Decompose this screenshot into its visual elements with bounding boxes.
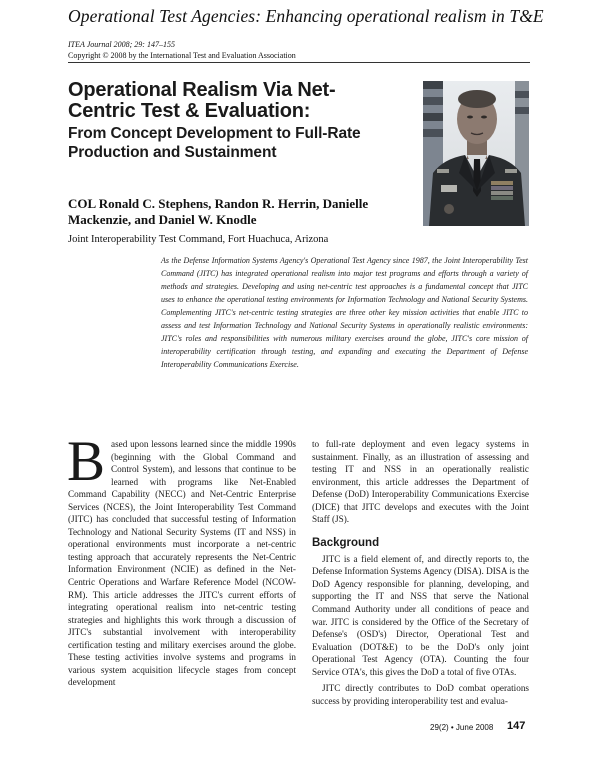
article-title: [68, 80, 398, 162]
author-list: COL Ronald C. Stephens, Randon R. Herrin, Danielle Mackenzie, and Daniel W. Knodle: [68, 196, 369, 227]
body-paragraph-background-2: JITC directly contributes to DoD combat operations success by providing interoperability test and evalua-: [312, 683, 529, 706]
body-paragraph-intro: [67, 430, 296, 689]
drop-cap: B: [67, 430, 106, 493]
author-photo: [423, 81, 529, 226]
copyright-line: Copyright © 2008 by the International Test and Evaluation Association: [68, 51, 296, 60]
journal-name: ITEA Journal: [68, 40, 112, 49]
abstract: As the Defense Information Systems Agency's Operational Test Agency since 1987, the Joint Interoperability Test Command (JITC) has integrated operational realism into major test programs and efforts through a variety of methods and strategies. Developing and using net-centric test approaches is a fundamental concept that JITC uses to enhance the operational testing environments for Information Technology and National Security Systems. Complementing JITC's net-centric testing strategies are three other key mission activities that enable JITC to assess and test Information Technology and National Security Systems in operationally realistic environments: JITC's roles and responsibilities with numerous military exercises around the globe, JITC's core mission of interoperability certification through testing, and expanding and executing the Department of Defense Interoperability Communications Exercise.: [161, 256, 528, 370]
article-title-sub: From Concept Development to Full-Rate Production and Sustainment: [68, 125, 361, 161]
body-paragraph-background-1: JITC is a field element of, and directly reports to, the Defense Information Systems Agency (DISA). DISA is the DoD Agency responsible for planning, developing, and supporting the IT and NSS that serve the National Command Authority under all conditions of peace and war. JITC is considered by the Office of the Secretary of Defense's (OSD's) Director, Operational Test and Evaluation (DOT&E) to be the DoD's only joint Operational Test Agency (OTA). Counting the four Service OTA's, this gives the DoD a total of five OTAs.: [312, 553, 529, 677]
page-number: 147: [507, 720, 526, 732]
author-affiliation: Joint Interoperability Test Command, Fort Huachuca, Arizona: [68, 234, 329, 245]
header-rule: [68, 62, 530, 63]
footer-issue: 29(2) • June 2008: [430, 723, 494, 732]
intro-text: ased upon lessons learned since the middle 1990s (beginning with the Global Command and Control System), and lessons that continue to be learned with programs like Net-Enabled Command Capability (NECC) and Net-Centric Enterprise Services (NCES), the Joint Interoperability Test Command (JITC) has concluded that successful testing of Information Technology and National Security Systems (IT and NSS) in operational environments must incorporate a net-centric testing approach that accurately represents the Net-Centric Information Environment (NCIE) as defined in the Net-Centric Operations and Warfare Reference Model (NCOW-RM). This article addresses the JITC's current efforts of integrating operational realism into net-centric testing strategies and highlights this work through a discussion of JITC's substantial involvement with interoperability certification testing and military exercises around the globe. These testing activities involve systems and programs in various system acquisition lifecycle stages from concept development: [68, 439, 296, 688]
article-title-main: Operational Realism Via Net-Centric Test & Evaluation:: [68, 79, 336, 122]
running-head: Operational Test Agencies: Enhancing operational realism in T&E: [68, 6, 544, 26]
body-column-left: [67, 430, 296, 689]
journal-citation: [68, 40, 175, 49]
journal-volume-pages: 2008; 29: 147–155: [111, 40, 175, 49]
section-heading-background: Background: [312, 536, 380, 549]
body-paragraph-intro-continued: to full-rate deployment and even legacy systems in sustainment. Finally, as an illustration of assessing and testing IT and NSS in an operationally realistic environment, this article addresses the Department of Defense (DoD) Interoperability Communications Exercise (DICE) that JITC develops and executes with the Joint Staff (JS).: [312, 439, 529, 525]
body-column-right: [312, 438, 529, 707]
